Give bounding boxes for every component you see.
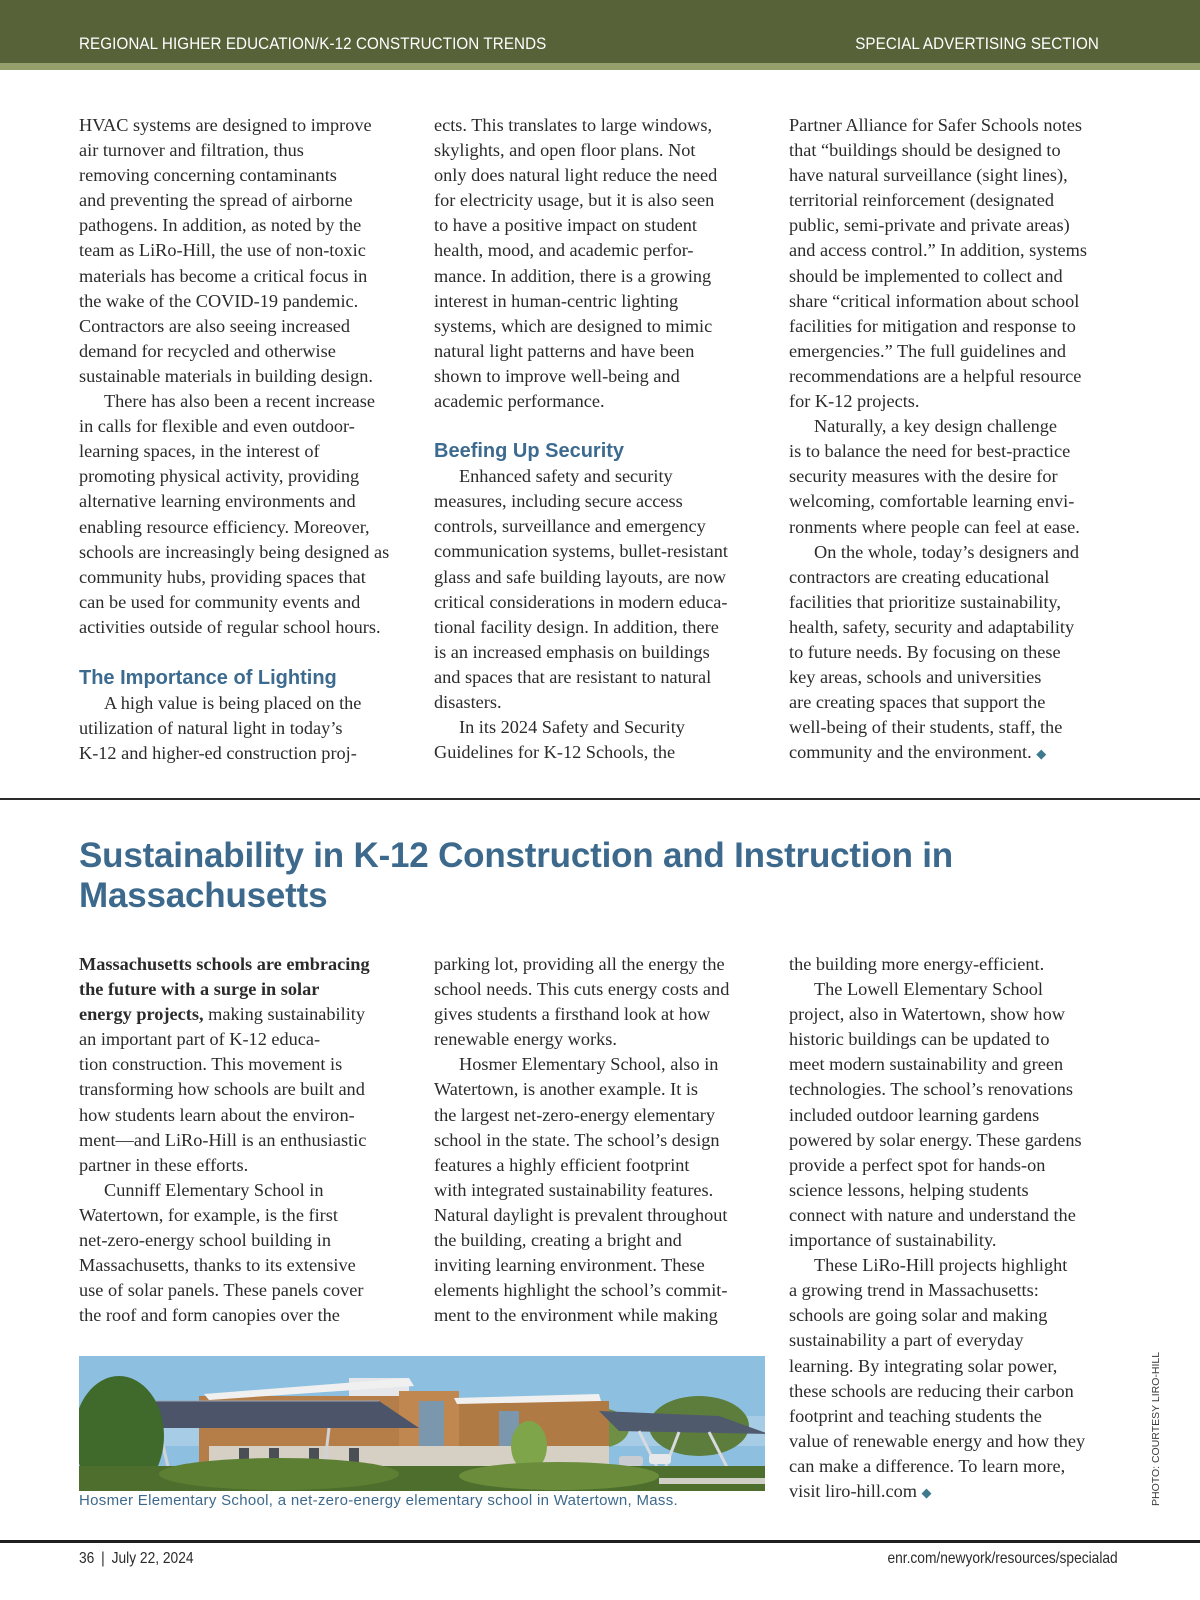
article2-column-3	[789, 952, 1119, 1505]
paragraph	[434, 113, 764, 414]
text-line: parking lot, providing all the energy the	[434, 954, 725, 974]
article1-column-1	[79, 113, 409, 766]
text-line: school needs. This cuts energy costs and	[434, 979, 730, 1000]
text-line: included outdoor learning gardens	[789, 1104, 1040, 1125]
text-line: ects. This translates to large windows,	[434, 115, 713, 135]
text-line: only does natural light reduce the need	[434, 165, 718, 186]
paragraph	[789, 113, 1119, 414]
lead-paragraph	[79, 952, 409, 1178]
text-line: natural light patterns and have been	[434, 340, 695, 361]
text-line: school in the state. The school’s design	[434, 1129, 720, 1150]
text-line: community hubs, providing spaces that	[79, 566, 366, 587]
text-line: partner in these efforts.	[79, 1154, 249, 1175]
text-line: for electricity usage, but it is also seen	[434, 190, 715, 211]
text-line: critical considerations in modern educa-	[434, 591, 728, 612]
paragraph	[79, 1178, 409, 1329]
text-line: historic buildings can be updated to	[789, 1029, 1050, 1050]
text-line: Natural daylight is prevalent throughout	[434, 1204, 728, 1225]
text-line: renewable energy works.	[434, 1029, 617, 1050]
paragraph	[789, 1253, 1119, 1505]
text-line: HVAC systems are designed to improve	[79, 115, 372, 135]
subhead-lighting: The Importance of Lighting	[79, 666, 337, 689]
text-line: should be implemented to collect and	[789, 265, 1063, 286]
text-line: learning spaces, in the interest of	[79, 441, 320, 462]
text-line: ronments where people can feel at ease.	[789, 516, 1080, 537]
paragraph	[79, 691, 409, 766]
text-line: well-being of their students, staff, the	[789, 717, 1063, 738]
footer-url[interactable]: enr.com/newyork/resources/specialad	[887, 1550, 1118, 1567]
text-line: to future needs. By focusing on these	[789, 641, 1061, 662]
text-line: and preventing the spread of airborne	[79, 190, 353, 211]
text-line: that “buildings should be designed to	[789, 140, 1061, 161]
text-line: science lessons, helping students	[789, 1179, 1029, 1200]
article2-column-2	[434, 952, 764, 1328]
paragraph	[789, 540, 1119, 767]
text-line: promoting physical activity, providing	[79, 466, 360, 487]
text-line: health, mood, and academic perfor-	[434, 240, 694, 261]
paragraph	[434, 715, 764, 765]
article2-column-1	[79, 952, 409, 1328]
text-line: public, semi-private and private areas)	[789, 215, 1070, 236]
lead-bold: Massachusetts schools are embracing	[79, 954, 370, 974]
text-line: with integrated sustainability features.	[434, 1179, 714, 1200]
text-line: ment to the environment while making	[434, 1305, 718, 1326]
text-line: gives students a firsthand look at how	[434, 1004, 711, 1025]
text-line: controls, surveillance and emergency	[434, 516, 706, 537]
text-line: On the whole, today’s designers and	[814, 541, 1080, 562]
lead-text: making sustainability	[203, 1004, 366, 1025]
text-line: skylights, and open floor plans. Not	[434, 140, 696, 161]
text-line: territorial reinforcement (designated	[789, 190, 1054, 211]
footer-left	[79, 1550, 194, 1568]
text-line: can make a difference. To learn more,	[789, 1455, 1066, 1476]
text-line: ment—and LiRo-Hill is an enthusiastic	[79, 1129, 367, 1150]
end-of-article-diamond-icon: ◆	[1036, 746, 1047, 762]
section-label: SPECIAL ADVERTISING SECTION	[855, 35, 1099, 53]
text-line: elements highlight the school’s commit-	[434, 1280, 728, 1301]
text-line: air turnover and filtration, thus	[79, 140, 304, 161]
text-line: enabling resource efficiency. Moreover,	[79, 516, 370, 537]
text-line: Contractors are also seeing increased	[79, 315, 351, 336]
text-line: inviting learning environment. These	[434, 1255, 705, 1276]
text-line: key areas, schools and universities	[789, 667, 1042, 688]
text-line: schools are going solar and making	[789, 1305, 1048, 1326]
subhead-security: Beefing Up Security	[434, 440, 625, 463]
text-line: These LiRo-Hill projects highlight	[814, 1255, 1068, 1276]
lead-bold: energy projects,	[79, 1004, 204, 1025]
text-line: alternative learning environments and	[79, 491, 356, 512]
paragraph	[79, 113, 409, 389]
text-line: the building more energy-efficient.	[789, 954, 1045, 974]
paragraph	[789, 977, 1119, 1253]
text-line: share “critical information about school	[789, 290, 1080, 311]
text-line: interest in human-centric lighting	[434, 290, 679, 311]
text-line: transforming how schools are built and	[79, 1079, 365, 1100]
text-line: The Lowell Elementary School	[814, 979, 1043, 1000]
text-line: facilities that prioritize sustainability,	[789, 591, 1061, 612]
text-line: footprint and teaching students the	[789, 1405, 1042, 1426]
text-line: Partner Alliance for Safer Schools notes	[789, 115, 1082, 135]
article1-column-3	[789, 113, 1119, 766]
issue-date: July 22, 2024	[111, 1550, 194, 1567]
text-line: demand for recycled and otherwise	[79, 340, 336, 361]
photo-credit: PHOTO: COURTESY LIRO-HILL	[1150, 1351, 1162, 1506]
text-line: facilities for mitigation and response to	[789, 315, 1076, 336]
article-divider	[0, 798, 1200, 800]
text-line: Hosmer Elementary School, also in	[459, 1054, 719, 1075]
text-line: tional facility design. In addition, there	[434, 616, 719, 637]
section-title: REGIONAL HIGHER EDUCATION/K-12 CONSTRUCTION TRENDS	[79, 35, 547, 53]
header-accent-stripe	[0, 63, 1200, 70]
text-line: the roof and form canopies over the	[79, 1305, 340, 1326]
text-line: these schools are reducing their carbon	[789, 1380, 1074, 1401]
text-line: materials has become a critical focus in	[79, 265, 368, 286]
paragraph	[789, 414, 1119, 539]
text-line: sustainability a part of everyday	[789, 1330, 1024, 1351]
text-line: security measures with the desire for	[789, 466, 1058, 487]
text-line: the building, creating a bright and	[434, 1230, 682, 1251]
text-line: importance of sustainability.	[789, 1230, 997, 1251]
text-line: for K-12 projects.	[789, 391, 920, 412]
text-line: meet modern sustainability and green	[789, 1054, 1064, 1075]
text-line: Watertown, for example, is the first	[79, 1204, 338, 1225]
text-line: glass and safe building layouts, are now	[434, 566, 726, 587]
paragraph	[434, 464, 764, 715]
text-line: team as LiRo-Hill, the use of non-toxic	[79, 240, 366, 261]
text-line: Guidelines for K-12 Schools, the	[434, 742, 676, 763]
text-line: academic performance.	[434, 391, 605, 412]
text-line: the wake of the COVID-19 pandemic.	[79, 290, 359, 311]
text-line: There has also been a recent increase	[104, 391, 376, 412]
text-line: are creating spaces that support the	[789, 692, 1046, 713]
text-line: project, also in Watertown, show how	[789, 1004, 1065, 1025]
page-number: 36	[79, 1550, 95, 1567]
text-line: Watertown, is another example. It is	[434, 1079, 699, 1100]
paragraph	[434, 1052, 764, 1328]
text-line: technologies. The school’s renovations	[789, 1079, 1073, 1100]
footer-divider	[0, 1540, 1200, 1543]
text-line: sustainable materials in building design.	[79, 365, 373, 386]
article-title: Sustainability in K-12 Construction and Instruction in Massachusetts	[79, 836, 953, 915]
text-line: A high value is being placed on the	[104, 692, 362, 713]
text-line: provide a perfect spot for hands-on	[789, 1154, 1046, 1175]
school-photo	[79, 1356, 765, 1491]
school-building-illustration	[79, 1356, 765, 1491]
section-header-band	[0, 0, 1200, 63]
text-line: schools are increasingly being designed as	[79, 541, 390, 562]
photo-caption: Hosmer Elementary School, a net-zero-energy elementary school in Watertown, Mass.	[79, 1492, 678, 1509]
text-line: removing concerning contaminants	[79, 165, 337, 186]
text-line: shown to improve well-being and	[434, 365, 680, 386]
text-line: community and the environment. ◆	[789, 742, 1047, 763]
text-line: and access control.” In addition, systems	[789, 240, 1088, 261]
text-line: Cunniff Elementary School in	[104, 1179, 324, 1200]
text-line: can be used for community events and	[79, 591, 361, 612]
text-line: mance. In addition, there is a growing	[434, 265, 712, 286]
text-line: pathogens. In addition, as noted by the	[79, 215, 362, 236]
text-line: have natural surveillance (sight lines),	[789, 165, 1068, 186]
text-line: Naturally, a key design challenge	[814, 416, 1057, 437]
paragraph	[79, 389, 409, 640]
end-of-article-diamond-icon: ◆	[921, 1484, 932, 1500]
text-line: features a highly efficient footprint	[434, 1154, 690, 1175]
text-line: is an increased emphasis on buildings	[434, 641, 710, 662]
paragraph	[789, 952, 1119, 977]
text-line: contractors are creating educational	[789, 566, 1050, 587]
text-line: K-12 and higher-ed construction proj-	[79, 743, 357, 764]
text-line: the largest net-zero-energy elementary	[434, 1104, 716, 1125]
text-line: utilization of natural light in today’s	[79, 718, 343, 739]
text-line: and spaces that are resistant to natural	[434, 666, 712, 687]
text-line: how students learn about the environ-	[79, 1104, 355, 1125]
text-line: is to balance the need for best-practice	[789, 441, 1071, 462]
text-line: to have a positive impact on student	[434, 215, 697, 236]
text-line: emergencies.” The full guidelines and	[789, 340, 1067, 361]
text-line: Massachusetts, thanks to its extensive	[79, 1255, 356, 1276]
text-line: welcoming, comfortable learning envi-	[789, 491, 1075, 512]
text-line: communication systems, bullet-resistant	[434, 541, 728, 562]
text-line: learning. By integrating solar power,	[789, 1355, 1058, 1376]
text-line: powered by solar energy. These gardens	[789, 1129, 1082, 1150]
text-line: a growing trend in Massachusetts:	[789, 1280, 1039, 1301]
article1-column-2	[434, 113, 764, 765]
text-line: net-zero-energy school building in	[79, 1230, 331, 1251]
paragraph	[434, 952, 764, 1052]
text-line: disasters.	[434, 691, 502, 712]
text-line: systems, which are designed to mimic	[434, 315, 713, 336]
text-line: connect with nature and understand the	[789, 1204, 1076, 1225]
text-line: measures, including secure access	[434, 491, 683, 512]
text-line: in calls for flexible and even outdoor-	[79, 416, 355, 437]
text-line: In its 2024 Safety and Security	[459, 717, 685, 738]
lead-bold: the future with a surge in solar	[79, 979, 320, 1000]
text-line: use of solar panels. These panels cover	[79, 1280, 364, 1301]
text-line: recommendations are a helpful resource	[789, 365, 1082, 386]
text-line: Enhanced safety and security	[459, 466, 673, 487]
text-line: visit liro-hill.com ◆	[789, 1480, 932, 1501]
text-line: value of renewable energy and how they	[789, 1430, 1086, 1451]
text-line: an important part of K-12 educa-	[79, 1029, 321, 1050]
text-line: tion construction. This movement is	[79, 1054, 343, 1075]
text-line: activities outside of regular school hours.	[79, 616, 381, 637]
text-line: health, safety, security and adaptability	[789, 616, 1075, 637]
footer-separator: |	[101, 1550, 105, 1567]
